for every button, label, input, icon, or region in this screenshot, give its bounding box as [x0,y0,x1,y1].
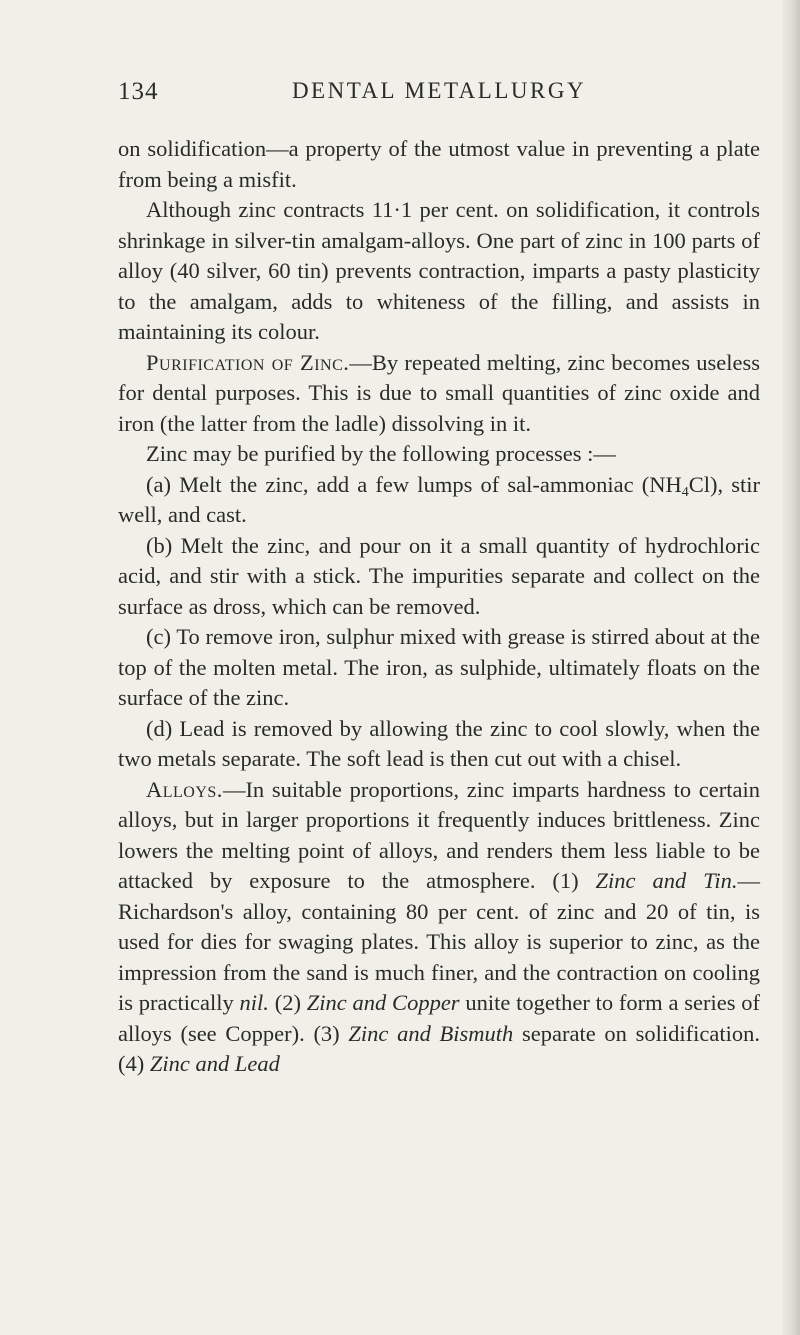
item-label: (c) [146,624,171,649]
paragraph-text: Although zinc contracts 11·1 per cent. on solidification, it controls shrinkage in silver-tin amalgam-alloys. One part of zinc in 100 parts of alloy (40 silver, 60 tin) prevents contraction, imparts a pasty plasticity to the amalgam, adds to whiteness of the filling, and assists in maintaining its colour. [118,197,760,344]
item-text: Lead is removed by allowing the zinc to cool slowly, when the two metals separate. The soft lead is then cut out with a chisel. [118,715,760,771]
subscript: 4 [681,484,689,500]
paragraph-text: Zinc may be purified by the following processes :— [146,441,616,466]
item-text: Melt the zinc, and pour on it a small quantity of hydrochloric acid, and stir with a stick. The impurities separate and collect on the surface as dross, which can be removed. [118,532,760,619]
page-number: 134 [118,78,159,105]
italic-term: Zinc and Bismuth [348,1020,514,1046]
body-text [118,134,760,1080]
paragraph-text: unite together to form a series of alloys (see Copper). (3) [118,990,760,1046]
item-label: (a) [146,471,171,497]
process-item-d [118,714,760,775]
italic-term: nil. [239,990,269,1015]
paragraph-zinc-contraction [118,195,760,348]
process-item-b [118,531,760,623]
running-head [118,78,760,112]
paragraph-text: on solidification—a property of the utmost value in preventing a plate from being a misfit. [118,136,760,192]
item-text: Cl), stir well, and cast. [118,471,760,527]
item-label: (d) [146,715,173,741]
running-title: DENTAL METALLURGY [291,78,587,103]
paragraph-alloys [118,775,760,1080]
paragraph-text: —In suitable proportions, zinc imparts hardness to certain alloys, but in larger proportions it frequently induces brittleness. Zinc lowers the melting point of alloys, and renders them less liable to be attacked by exposure to the atmosphere. (1) [118,776,760,893]
italic-term: Zinc and Lead [149,1051,280,1076]
section-heading: Alloys. [146,776,223,802]
process-item-c [118,622,760,714]
process-item-a [118,470,760,531]
item-text: Melt the zinc, add a few lumps of sal-ammoniac (NH [170,471,682,497]
italic-term: Zinc and Copper [306,990,460,1015]
paragraph-continuation [118,134,760,195]
paragraph-text: separate on solidification. (4) [118,1020,760,1076]
paragraph-purification [118,348,760,440]
item-text: To remove iron, sulphur mixed with grease is stirred about at the top of the molten metal. The iron, as sulphide, ultimately floats on the surface of the zinc. [118,624,760,710]
paragraph-processes-intro [118,439,760,470]
paragraph-text: —Richardson's alloy, containing 80 per cent. of zinc and 20 of tin, is used for dies for swaging plates. This alloy is superior to zinc, as the impression from the sand is much finer, and the contraction on cooling is practically [118,868,760,1015]
page-edge-shadow [782,0,800,1335]
paragraph-text: —By repeated melting, zinc becomes useless for dental purposes. This is due to small quantities of zinc oxide and iron (the latter from the ladle) dissolving in it. [118,349,761,436]
paragraph-text: (2) [268,990,307,1015]
section-heading: Purification of Zinc. [146,349,350,375]
item-label: (b) [146,532,173,558]
italic-term: Zinc and Tin. [595,868,738,893]
